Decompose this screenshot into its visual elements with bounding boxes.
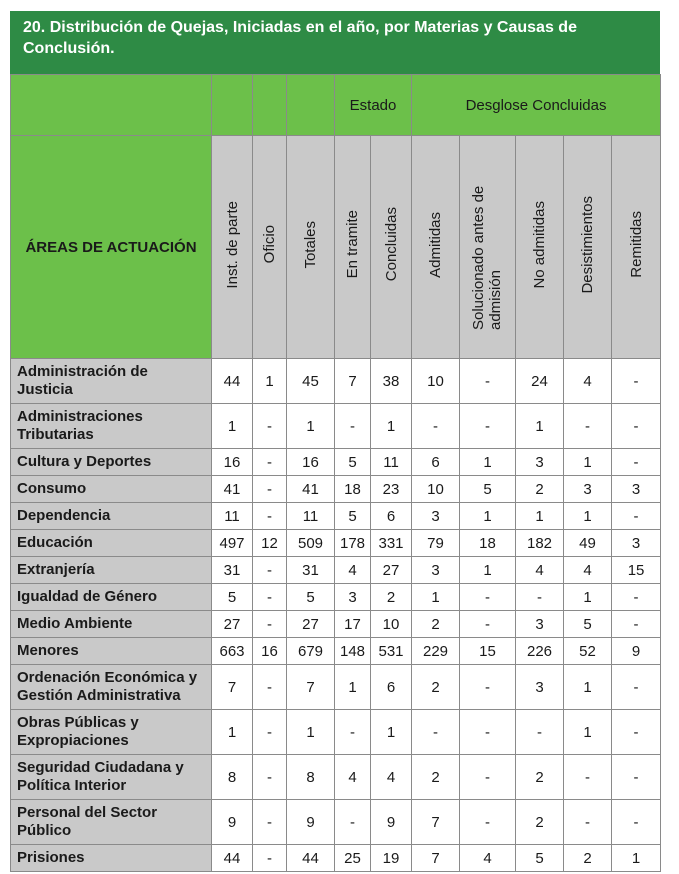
table-cell: -: [253, 665, 287, 710]
table-cell: 3: [412, 503, 460, 530]
table-cell: 4: [564, 557, 612, 584]
table-cell: 2: [412, 755, 460, 800]
table-cell: 5: [564, 611, 612, 638]
table-cell: 7: [412, 800, 460, 845]
table-row: [11, 449, 661, 476]
group-header-blank: [212, 75, 253, 136]
table-cell: 38: [371, 359, 412, 404]
area-name: Menores: [11, 638, 212, 665]
area-name: Administración de Justicia: [11, 359, 212, 404]
table-cell: 1: [335, 665, 371, 710]
table-cell: 4: [516, 557, 564, 584]
table-cell: -: [612, 503, 661, 530]
table-cell: -: [412, 404, 460, 449]
table-cell: 4: [335, 755, 371, 800]
table-cell: -: [612, 404, 661, 449]
table-cell: -: [612, 710, 661, 755]
area-name: Personal del Sector Público: [11, 800, 212, 845]
table-cell: 9: [287, 800, 335, 845]
area-name: Educación: [11, 530, 212, 557]
table-cell: 5: [335, 503, 371, 530]
table-cell: -: [612, 800, 661, 845]
area-name: Administraciones Tributarias: [11, 404, 212, 449]
table-cell: 31: [287, 557, 335, 584]
table-cell: 5: [516, 845, 564, 872]
table-cell: 8: [212, 755, 253, 800]
group-header-blank-area: [11, 75, 212, 136]
table-cell: 5: [335, 449, 371, 476]
table-cell: 10: [371, 611, 412, 638]
table-cell: -: [612, 359, 661, 404]
table-cell: 1: [564, 665, 612, 710]
group-header-estado: Estado: [335, 75, 412, 136]
table-cell: 27: [287, 611, 335, 638]
table-cell: 509: [287, 530, 335, 557]
table-cell: 7: [212, 665, 253, 710]
table-cell: 1: [564, 503, 612, 530]
table-cell: 226: [516, 638, 564, 665]
column-header: No admitidas: [516, 136, 564, 359]
table-cell: -: [460, 359, 516, 404]
area-name: Prisiones: [11, 845, 212, 872]
table-cell: 3: [516, 611, 564, 638]
table-cell: 1: [412, 584, 460, 611]
area-name: Medio Ambiente: [11, 611, 212, 638]
table-row: [11, 503, 661, 530]
table-row: [11, 611, 661, 638]
table-cell: 16: [212, 449, 253, 476]
column-header: Desistimientos: [564, 136, 612, 359]
area-name: Obras Públicas y Expropiaciones: [11, 710, 212, 755]
table-cell: 27: [371, 557, 412, 584]
table-row: [11, 476, 661, 503]
table-cell: -: [612, 755, 661, 800]
table-cell: 7: [412, 845, 460, 872]
table-cell: 1: [516, 503, 564, 530]
table-row: [11, 530, 661, 557]
table-cell: 15: [612, 557, 661, 584]
column-header: Inst. de parte: [212, 136, 253, 359]
complaints-table: [10, 74, 661, 872]
table-cell: -: [253, 584, 287, 611]
report-table-container: [10, 11, 660, 872]
table-cell: 3: [516, 665, 564, 710]
table-cell: -: [253, 611, 287, 638]
table-cell: 23: [371, 476, 412, 503]
table-cell: 1: [287, 404, 335, 449]
table-cell: 31: [212, 557, 253, 584]
table-cell: 4: [335, 557, 371, 584]
table-cell: 44: [212, 845, 253, 872]
table-cell: 1: [612, 845, 661, 872]
table-cell: 24: [516, 359, 564, 404]
table-row: [11, 800, 661, 845]
table-cell: 4: [460, 845, 516, 872]
table-cell: 148: [335, 638, 371, 665]
table-row: [11, 755, 661, 800]
table-cell: 7: [335, 359, 371, 404]
table-cell: 49: [564, 530, 612, 557]
table-cell: 4: [371, 755, 412, 800]
table-cell: 3: [612, 530, 661, 557]
table-cell: -: [516, 710, 564, 755]
table-cell: 1: [371, 404, 412, 449]
table-row: [11, 638, 661, 665]
table-cell: 1: [371, 710, 412, 755]
table-cell: 331: [371, 530, 412, 557]
table-cell: -: [460, 800, 516, 845]
table-cell: 79: [412, 530, 460, 557]
table-cell: -: [253, 449, 287, 476]
table-cell: 1: [564, 710, 612, 755]
table-cell: -: [253, 845, 287, 872]
area-name: Extranjería: [11, 557, 212, 584]
table-cell: 6: [371, 503, 412, 530]
area-name: Seguridad Ciudadana y Política Interior: [11, 755, 212, 800]
table-row: [11, 845, 661, 872]
table-cell: -: [460, 710, 516, 755]
table-cell: 45: [287, 359, 335, 404]
table-cell: 6: [412, 449, 460, 476]
table-cell: 4: [564, 359, 612, 404]
table-cell: 17: [335, 611, 371, 638]
table-cell: 18: [460, 530, 516, 557]
table-cell: -: [412, 710, 460, 755]
table-row: [11, 404, 661, 449]
table-cell: 18: [335, 476, 371, 503]
table-cell: 1: [253, 359, 287, 404]
table-cell: 52: [564, 638, 612, 665]
table-cell: -: [335, 404, 371, 449]
table-cell: 9: [212, 800, 253, 845]
table-row: [11, 584, 661, 611]
table-cell: -: [253, 404, 287, 449]
table-cell: 3: [412, 557, 460, 584]
table-cell: 44: [212, 359, 253, 404]
table-cell: 663: [212, 638, 253, 665]
table-row: [11, 557, 661, 584]
table-cell: -: [460, 611, 516, 638]
area-name: Dependencia: [11, 503, 212, 530]
area-name: Cultura y Deportes: [11, 449, 212, 476]
table-cell: 16: [287, 449, 335, 476]
table-cell: 3: [516, 449, 564, 476]
column-header: Totales: [287, 136, 335, 359]
table-cell: -: [460, 404, 516, 449]
column-header: Concluidas: [371, 136, 412, 359]
table-cell: 182: [516, 530, 564, 557]
table-cell: -: [564, 755, 612, 800]
table-cell: 2: [371, 584, 412, 611]
table-cell: -: [335, 710, 371, 755]
table-cell: 2: [516, 755, 564, 800]
table-cell: -: [612, 449, 661, 476]
table-body: [11, 359, 661, 872]
table-cell: 1: [212, 710, 253, 755]
table-cell: 679: [287, 638, 335, 665]
group-header-desglose: Desglose Concluidas: [412, 75, 661, 136]
table-cell: 497: [212, 530, 253, 557]
table-cell: 41: [287, 476, 335, 503]
table-cell: 2: [516, 800, 564, 845]
table-cell: -: [460, 665, 516, 710]
table-cell: 1: [460, 557, 516, 584]
table-cell: 11: [212, 503, 253, 530]
table-cell: 5: [212, 584, 253, 611]
table-cell: -: [253, 755, 287, 800]
table-cell: 229: [412, 638, 460, 665]
table-cell: 1: [287, 710, 335, 755]
table-cell: 7: [287, 665, 335, 710]
table-cell: -: [516, 584, 564, 611]
area-name: Igualdad de Género: [11, 584, 212, 611]
table-cell: 5: [287, 584, 335, 611]
table-cell: 1: [516, 404, 564, 449]
table-cell: 2: [412, 665, 460, 710]
table-cell: 16: [253, 638, 287, 665]
table-cell: 3: [564, 476, 612, 503]
table-cell: 5: [460, 476, 516, 503]
table-row: [11, 359, 661, 404]
table-cell: 1: [460, 449, 516, 476]
group-header-row: [11, 75, 661, 136]
table-title: 20. Distribución de Quejas, Iniciadas en el año, por Materias y Causas de Conclusión.: [10, 11, 660, 74]
table-cell: 19: [371, 845, 412, 872]
table-cell: -: [253, 503, 287, 530]
table-cell: -: [253, 710, 287, 755]
table-cell: 1: [564, 449, 612, 476]
table-cell: -: [564, 800, 612, 845]
area-column-header: ÁREAS DE ACTUACIÓN: [11, 136, 212, 359]
column-header: Remitidas: [612, 136, 661, 359]
column-header-row: [11, 136, 661, 359]
column-header: En tramite: [335, 136, 371, 359]
group-header-blank: [287, 75, 335, 136]
table-cell: 178: [335, 530, 371, 557]
table-cell: 1: [212, 404, 253, 449]
column-header: Admitidas: [412, 136, 460, 359]
area-name: Ordenación Económica y Gestión Administrativa: [11, 665, 212, 710]
table-cell: -: [460, 755, 516, 800]
table-row: [11, 665, 661, 710]
table-cell: 10: [412, 476, 460, 503]
table-cell: 6: [371, 665, 412, 710]
table-cell: 3: [335, 584, 371, 611]
table-cell: -: [335, 800, 371, 845]
table-cell: -: [460, 584, 516, 611]
table-cell: -: [612, 611, 661, 638]
table-cell: -: [612, 584, 661, 611]
table-cell: 2: [412, 611, 460, 638]
group-header-blank: [253, 75, 287, 136]
table-cell: 27: [212, 611, 253, 638]
table-cell: 8: [287, 755, 335, 800]
table-cell: -: [564, 404, 612, 449]
table-cell: -: [612, 665, 661, 710]
table-cell: -: [253, 476, 287, 503]
table-cell: 2: [516, 476, 564, 503]
table-cell: 1: [460, 503, 516, 530]
area-name: Consumo: [11, 476, 212, 503]
table-cell: 25: [335, 845, 371, 872]
table-cell: 15: [460, 638, 516, 665]
table-cell: -: [253, 557, 287, 584]
table-cell: -: [253, 800, 287, 845]
table-cell: 531: [371, 638, 412, 665]
table-cell: 12: [253, 530, 287, 557]
column-header: Oficio: [253, 136, 287, 359]
table-cell: 41: [212, 476, 253, 503]
table-cell: 11: [371, 449, 412, 476]
table-cell: 11: [287, 503, 335, 530]
column-header: Solucionado antes de admisión: [460, 136, 516, 359]
table-cell: 10: [412, 359, 460, 404]
table-cell: 1: [564, 584, 612, 611]
table-cell: 44: [287, 845, 335, 872]
table-cell: 9: [612, 638, 661, 665]
table-cell: 9: [371, 800, 412, 845]
table-cell: 2: [564, 845, 612, 872]
table-cell: 3: [612, 476, 661, 503]
table-row: [11, 710, 661, 755]
